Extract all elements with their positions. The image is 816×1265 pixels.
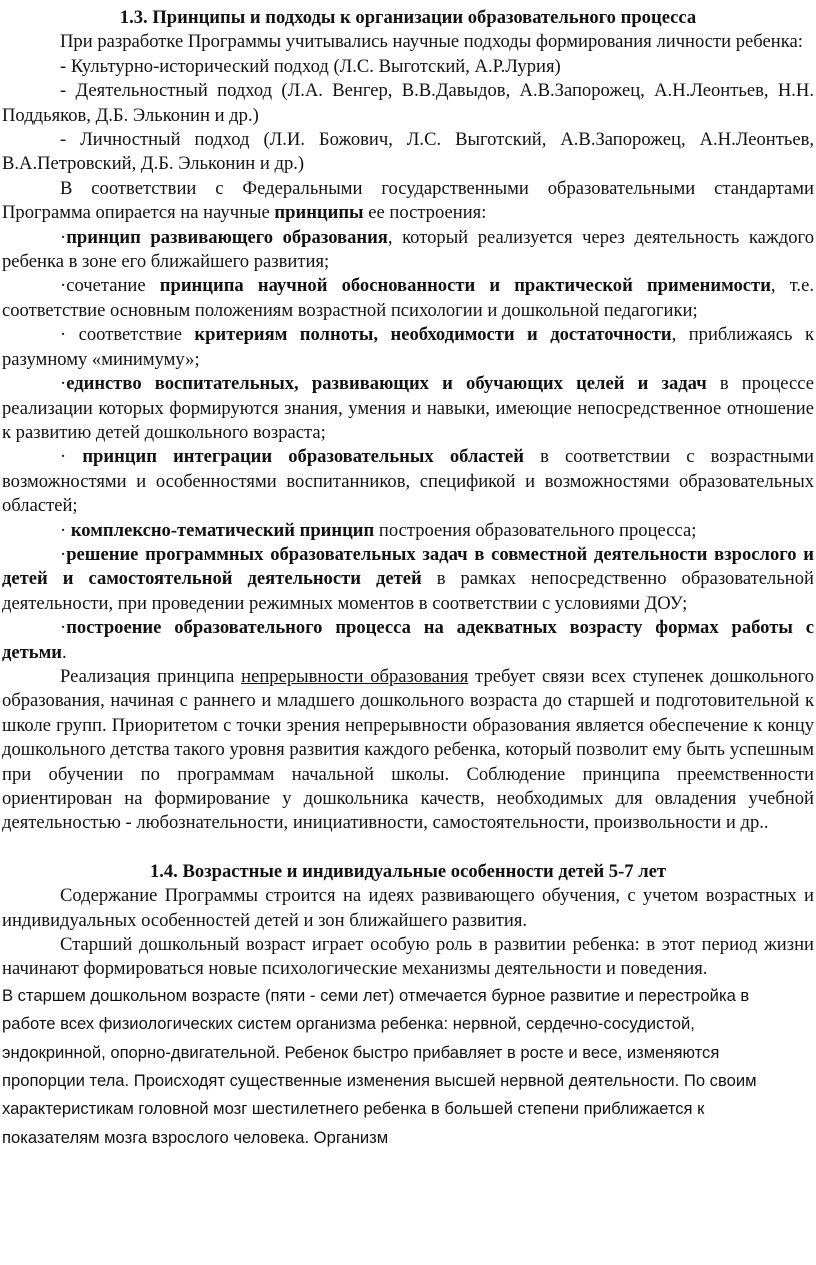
section-13-heading: 1.3. Принципы и подходы к организации образовательного процесса — [119, 7, 697, 28]
principle-bold: решение программных образовательных задач в совместной деятельности взрослого и детей и самостоятельной деятельности детей — [2, 543, 814, 590]
sans-line: В старшем дошкольном возрасте (пяти - семи лет) отмечается бурное развитие и перестройка в — [2, 985, 750, 1005]
principle-text: в рамках непосредственно образовательной деятельности, при проведении режимных моментов в соответствии с условиями ДОУ; — [2, 568, 814, 614]
program-content-paragraph: Содержание Программы строится на идеях развивающего обучения, с учетом возрастных и индивидуальных особенностей детей и зон ближайшего развития. — [2, 885, 814, 931]
continuity-paragraph — [2, 665, 814, 836]
spacer — [2, 836, 814, 860]
fgos-text-post: ее построения: — [363, 202, 487, 224]
sans-line: эндокринной, опорно-двигательной. Ребенок быстро прибавляет в росте и весе, изменяются — [2, 1042, 720, 1062]
principle-bold: комплексно-тематический принцип — [70, 519, 375, 541]
principle-developing-education — [2, 226, 814, 275]
bullet: · — [60, 617, 67, 639]
approach-cultural-historical: - Культурно-исторический подход (Л.С. Выготский, А.Р.Лурия) — [60, 55, 561, 77]
section-14-heading: 1.4. Возрастные и индивидуальные особенности детей 5-7 лет — [149, 860, 667, 882]
bullet: · — [60, 519, 71, 541]
sans-line: характеристикам головной мозг шестилетнего ребенка в большей степени приближается к — [2, 1099, 705, 1119]
principle-age-adequate-forms — [2, 616, 814, 665]
principle-bold: принцип интеграции образовательных областей — [82, 446, 525, 468]
bullet: ·сочетание — [60, 275, 160, 297]
principle-complex-thematic — [2, 519, 814, 543]
continuity-text-pre: Реализация принципа — [60, 665, 242, 687]
bullet: · — [60, 226, 67, 248]
principle-bold: принцип развивающего образования — [66, 226, 388, 248]
fgos-text-pre: В соответствии с Федеральными государственными образовательными стандартами Программа опирается на научные — [2, 177, 814, 224]
continuity-text-post: требует связи всех ступенек дошкольного образования, начиная с раннего и младшего дошкольного возраста до старшей и подготовительной к школе групп. Приоритетом с точки зрения непрерывности образования является обеспечение к концу дошкольного детства такого уровня развития каждого ребенка, который позволит ему быть успешным при обучении по программам начальной школы. Соблюдение принципа преемственности ориентирован на формирование у дошкольника качеств, необходимых для овладения учебной деятельностью - любознательности, инициативности, самостоятельности, произвольности и др.. — [2, 665, 815, 834]
principle-text: . — [62, 641, 67, 663]
sans-text-block — [2, 982, 814, 1152]
sans-line: работе всех физиологических систем организма ребенка: нервной, сердечно-сосудистой, — [2, 1014, 695, 1034]
principle-text: , т.е. соответствие основным положениям возрастной психологии и дошкольной педагогики; — [2, 275, 814, 321]
principle-text: в процессе реализации которых формируются знания, умения и навыки, имеющие непосредственное отношение к развитию детей дошкольного возраста; — [2, 373, 814, 443]
continuity-underlined: непрерывности образования — [241, 665, 469, 687]
approach-activity: - Деятельностный подход (Л.А. Венгер, В.В.Давыдов, А.В.Запорожец, А.Н.Леонтьев, Н.Н. Поддьяков, Д.Б. Эльконин и др.) — [2, 80, 814, 126]
bullet: · — [60, 446, 83, 468]
intro-paragraph: При разработке Программы учитывались научные подходы формирования личности ребенка: — [60, 31, 803, 53]
principle-bold: критериям полноты, необходимости и достаточности — [194, 324, 672, 346]
principle-unity-of-goals — [2, 372, 814, 445]
principle-text: , приближаясь к разумному «минимуму»; — [2, 324, 814, 370]
principle-completeness-criteria — [2, 323, 814, 372]
approach-personal: - Личностный подход (Л.И. Божович, Л.С. Выготский, А.В.Запорожец, А.Н.Леонтьев, В.А.Петровский, Д.Б. Эльконин и др.) — [2, 129, 814, 175]
bullet: · соответствие — [60, 324, 195, 346]
bullet: · — [60, 543, 67, 565]
principle-scientific-validity — [2, 274, 814, 323]
fgos-bold: принципы — [274, 202, 364, 224]
principle-text: построения образовательного процесса; — [374, 519, 697, 541]
sans-line: показателям мозга взрослого человека. Организм — [2, 1127, 389, 1147]
preschool-age-paragraph: Старший дошкольный возраст играет особую роль в развитии ребенка: в этот период жизни начинают формироваться новые психологические механизмы деятельности и поведения. — [2, 934, 814, 980]
principle-bold: построение образовательного процесса на адекватных возрасту формах работы с детьми — [2, 617, 814, 663]
principle-text: , который реализуется через деятельность каждого ребенка в зоне его ближайшего развития; — [2, 226, 815, 273]
sans-line: пропорции тела. Происходят существенные изменения высшей нервной деятельности. По своим — [2, 1071, 757, 1091]
bullet: · — [60, 373, 67, 395]
principle-bold: принципа научной обоснованности и практической применимости — [159, 275, 771, 297]
principle-joint-activity — [2, 543, 814, 616]
principle-text: в соответствии с возрастными возможностями и особенностями воспитанников, спецификой и возможностями образовательных областей; — [2, 446, 814, 517]
principle-bold: единство воспитательных, развивающих и обучающих целей и задач — [66, 373, 707, 395]
fgos-paragraph — [2, 177, 814, 226]
principle-integration — [2, 445, 814, 518]
